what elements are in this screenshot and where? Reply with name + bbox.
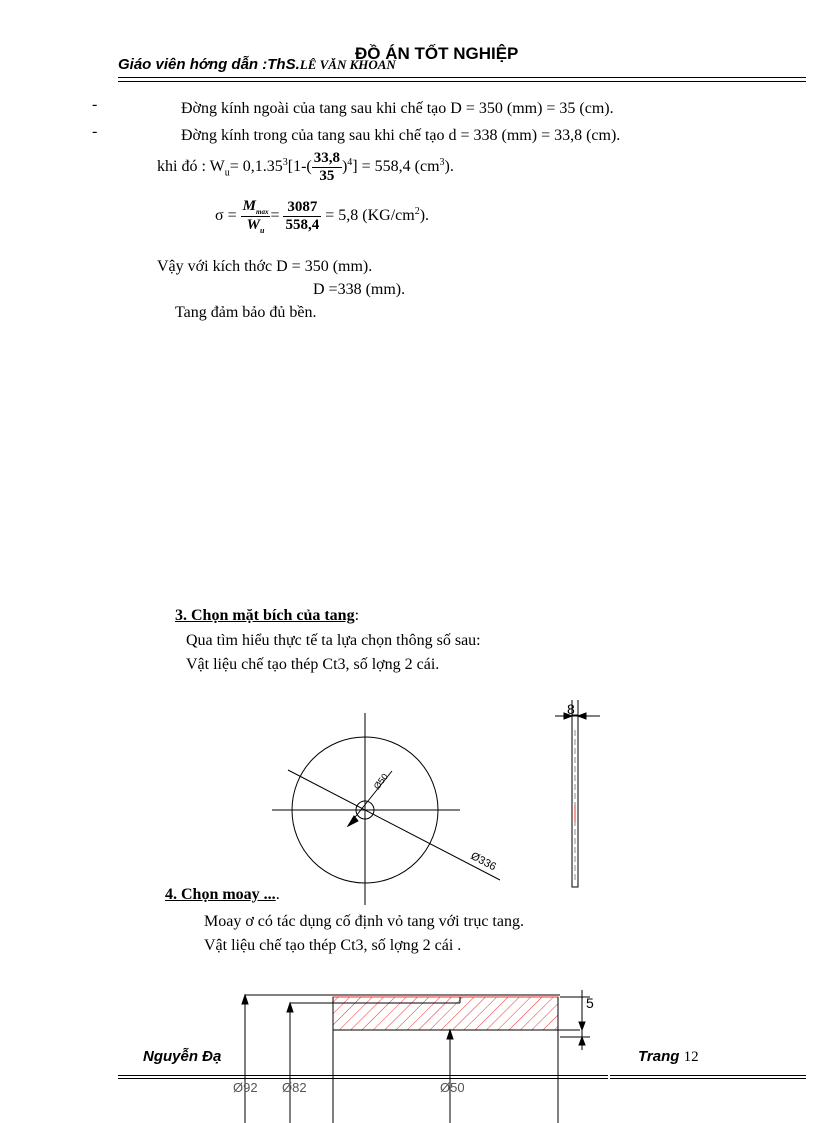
section4-heading: 4. Chọn moay ... xyxy=(165,886,276,903)
sigma-den2: 558,4 xyxy=(285,217,320,233)
header-teacher-name: LÊ VĂN KHOAN xyxy=(299,57,396,72)
hub-dim-82: Ø82 xyxy=(282,1080,307,1095)
section4-trailing: . xyxy=(275,886,280,903)
line-outer-diameter: Đờng kính ngoài của tang sau khi chế tạo D = 350 (mm) = 35 (cm). xyxy=(181,100,614,117)
footer-rule-left-2 xyxy=(118,1078,608,1079)
formula-wu: khi đó : $W_u= 0,1.35^3[1-$( $\frac{33,8}{35}$ )$^4$] = 558,4 $(cm^3)$. xyxy=(157,150,454,184)
wu-unit-sup: 3 xyxy=(439,156,445,168)
sigma-eq: = xyxy=(270,207,280,225)
flange-dim-outer: Ø336 xyxy=(468,850,498,874)
section4-line1: Moay ơ có tác dụng cố định vỏ tang với trục tang. xyxy=(204,913,524,930)
flange-dim-thickness: 8 xyxy=(567,701,575,717)
sigma-den-sub: u xyxy=(260,226,265,235)
conclusion: Tang đảm bảo đủ bền. xyxy=(175,304,317,321)
hub-arrow-50 xyxy=(447,1030,453,1039)
footer-rule-right-2 xyxy=(610,1078,806,1079)
hub-arrow-5a xyxy=(579,1022,585,1030)
sigma-result-sup: 2 xyxy=(414,205,420,217)
bullet-2: - xyxy=(92,123,98,140)
wu-prefix: khi đó : W xyxy=(157,158,225,176)
wu-pow: 4 xyxy=(347,156,353,168)
header-title: ĐỒ ÁN TỐT NGHIỆP xyxy=(355,44,519,63)
footer-page-label: Trang xyxy=(638,1048,680,1065)
footer-rule-left-1 xyxy=(118,1075,608,1076)
sigma-symbol: σ = xyxy=(215,207,237,225)
footer-rule-right-1 xyxy=(610,1075,806,1076)
section3-colon: : xyxy=(354,607,360,624)
header-teacher-label: Giáo viên hớng dẫn :ThS. xyxy=(118,56,300,73)
section3-heading: 3. Chọn mặt bích của tang xyxy=(175,607,355,624)
hub-arrow-5b xyxy=(579,1037,585,1045)
hub-hatched-section xyxy=(333,997,558,1030)
footer-page-number: 12 xyxy=(683,1049,699,1065)
sigma-num-sub: max xyxy=(256,208,269,216)
wu-end: ). xyxy=(444,158,454,176)
flange-dim-inner: Ø50 xyxy=(371,771,391,792)
line-inner-diameter: Đờng kính trong của tang sau khi chế tạo d = 338 (mm) = 33,8 (cm). xyxy=(181,127,621,144)
sigma-result-end: ). xyxy=(419,207,430,225)
sigma-den-text: W xyxy=(246,217,260,233)
size-line-1: Vậy với kích thớc D = 350 (mm). xyxy=(157,258,373,275)
wu-open: [1-( xyxy=(287,158,312,176)
hub-arrow-92 xyxy=(242,995,248,1004)
sigma-num2: 3087 xyxy=(283,199,321,217)
hub-dim-5: 5 xyxy=(586,995,594,1011)
section4-line2: Vật liệu chế tạo thép Ct3, số lợng 2 cái . xyxy=(204,937,462,954)
wu-sup: 3 xyxy=(282,156,288,168)
footer-author: Nguyễn Đạ xyxy=(143,1048,222,1065)
hub-arrow-82 xyxy=(287,1003,293,1012)
hub-dim-50: Ø50 xyxy=(440,1080,465,1095)
bullet-1: - xyxy=(92,96,98,113)
wu-sub: u xyxy=(224,167,230,179)
section3-line1: Qua tìm hiểu thực tế ta lựa chọn thông số sau: xyxy=(186,632,481,649)
hub-dim-92: Ø92 xyxy=(233,1080,258,1095)
footer-page xyxy=(638,1048,699,1066)
wu-num: 33,8 xyxy=(313,150,340,166)
size-line-2: D =338 (mm). xyxy=(313,281,406,298)
section3-line2: Vật liệu chế tạo thép Ct3, số lợng 2 cái. xyxy=(186,656,440,673)
wu-mid: = 0,1.35 xyxy=(229,158,283,176)
wu-close: ] = 558,4 (cm xyxy=(352,158,440,176)
wu-den: 35 xyxy=(319,168,335,184)
sigma-result: = 5,8 (KG/cm xyxy=(325,207,415,225)
sigma-num-text: M xyxy=(242,198,256,214)
